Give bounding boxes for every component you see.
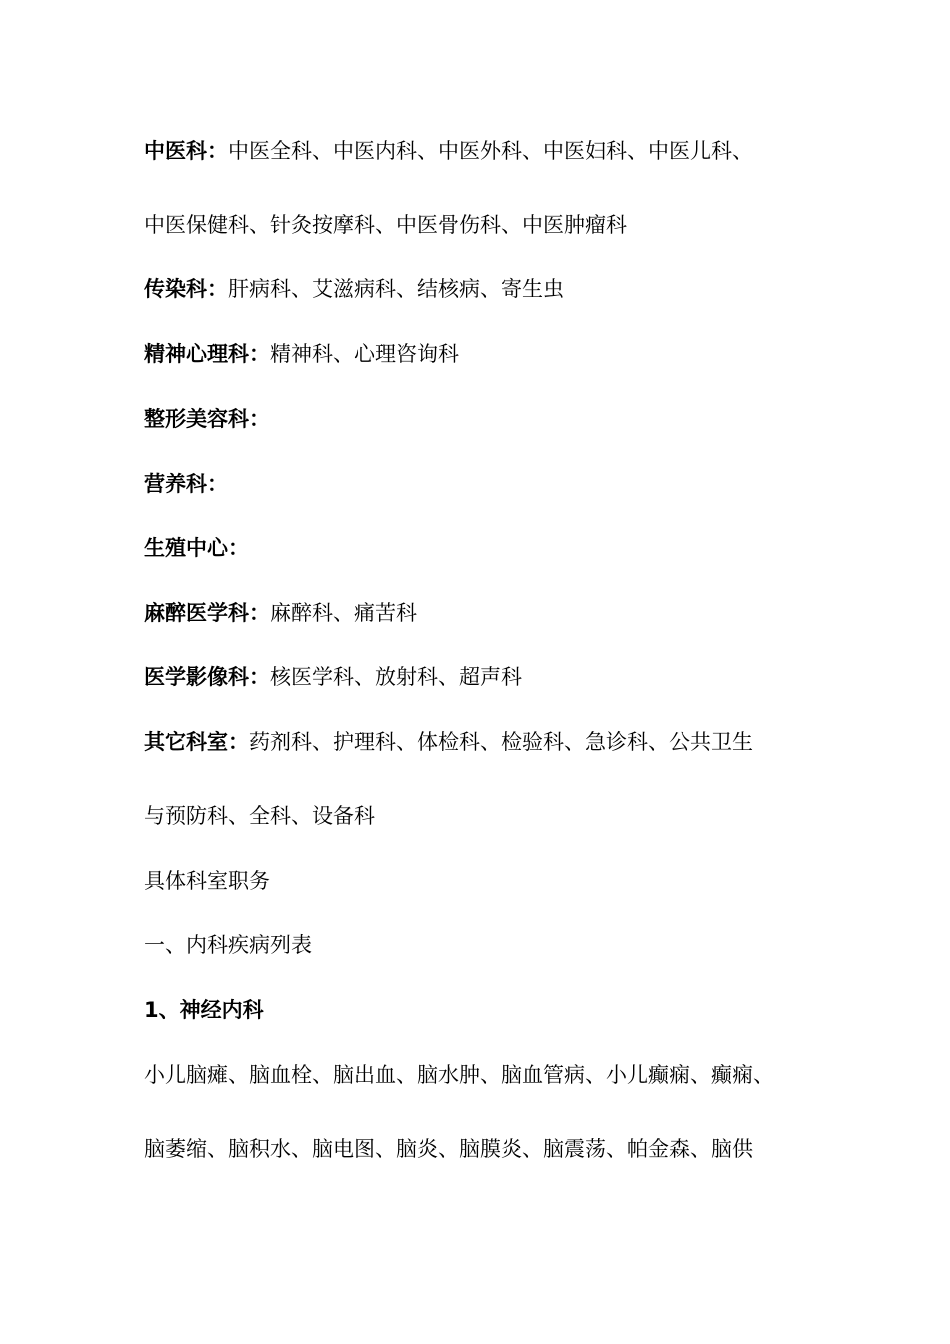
text-tcm-cont: 中医保健科、针灸按摩科、中医骨伤科、中医肿瘤科 bbox=[144, 213, 627, 237]
paragraph-reproductive bbox=[144, 533, 824, 563]
heading-imaging: 医学影像科： bbox=[144, 665, 270, 689]
paragraph-neuro-diseases bbox=[144, 1060, 824, 1090]
heading-infectious: 传染科： bbox=[144, 277, 228, 301]
paragraph-neuro-diseases-cont bbox=[144, 1134, 824, 1164]
heading-tcm: 中医科： bbox=[144, 139, 228, 163]
text-infectious: 肝病科、艾滋病科、结核病、寄生虫 bbox=[228, 277, 564, 301]
text-tcm: 中医全科、中医内科、中医外科、中医妇科、中医儿科、 bbox=[228, 139, 753, 163]
text-imaging: 核医学科、放射科、超声科 bbox=[270, 665, 522, 689]
heading-psychiatry: 精神心理科： bbox=[144, 342, 270, 366]
paragraph-tcm bbox=[144, 136, 824, 166]
paragraph-other-cont bbox=[144, 801, 824, 831]
paragraph-nutrition bbox=[144, 469, 824, 499]
heading-anesthesia: 麻醉医学科： bbox=[144, 601, 270, 625]
text-duties: 具体科室职务 bbox=[144, 869, 270, 893]
text-internal-list: 一、内科疾病列表 bbox=[144, 933, 312, 957]
paragraph-duties bbox=[144, 866, 824, 896]
paragraph-tcm-cont bbox=[144, 210, 824, 240]
paragraph-imaging bbox=[144, 662, 824, 692]
paragraph-internal-list bbox=[144, 930, 824, 960]
paragraph-other bbox=[144, 727, 824, 757]
paragraph-psychiatry bbox=[144, 339, 824, 369]
text-other: 药剂科、护理科、体检科、检验科、急诊科、公共卫生 bbox=[249, 730, 753, 754]
paragraph-plastic bbox=[144, 404, 824, 434]
heading-nutrition: 营养科： bbox=[144, 472, 228, 496]
text-anesthesia: 麻醉科、痛苦科 bbox=[270, 601, 417, 625]
heading-neurology: 1、神经内科 bbox=[144, 998, 264, 1022]
paragraph-infectious bbox=[144, 274, 824, 304]
paragraph-anesthesia bbox=[144, 598, 824, 628]
heading-plastic: 整形美容科： bbox=[144, 407, 270, 431]
paragraph-neurology bbox=[144, 995, 824, 1025]
text-neuro-diseases-cont: 脑萎缩、脑积水、脑电图、脑炎、脑膜炎、脑震荡、帕金森、脑供 bbox=[144, 1137, 753, 1161]
text-psychiatry: 精神科、心理咨询科 bbox=[270, 342, 459, 366]
heading-reproductive: 生殖中心： bbox=[144, 536, 249, 560]
text-neuro-diseases: 小儿脑瘫、脑血栓、脑出血、脑水肿、脑血管病、小儿癫痫、癫痫、 bbox=[144, 1063, 774, 1087]
text-other-cont: 与预防科、全科、设备科 bbox=[144, 804, 375, 828]
heading-other: 其它科室： bbox=[144, 730, 249, 754]
